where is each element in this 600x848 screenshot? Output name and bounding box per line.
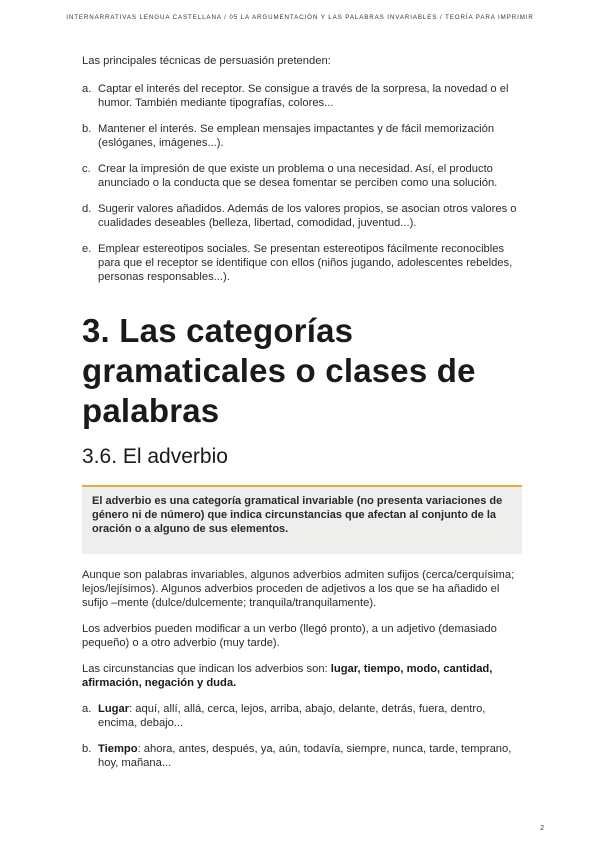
definition-box xyxy=(82,485,522,554)
list-item-text xyxy=(98,702,522,730)
adverb-type-examples: : aquí, allí, allá, cerca, lejos, arriba, abajo, delante, detrás, fuera, dentro, encima, debajo... xyxy=(98,703,486,729)
suffixes-paragraph: Aunque son palabras invariables, algunos adverbios admiten sufijos (cerca/cerquísima; lejos/lejísimos). Algunos adverbios proceden de adjetivos a los que se ha añadido el sufijo –mente (dulce/dulcemente; tranquila/tranquilamente). xyxy=(82,569,515,609)
adverb-type-term: Tiempo xyxy=(98,743,138,755)
list-item-text: Emplear estereotipos sociales. Se presentan estereotipos fácilmente reconocibles para que el receptor se identifique con ellos (niños jugando, adolescentes rebeldes, personas responsables...). xyxy=(98,243,513,283)
list-item xyxy=(82,162,522,190)
list-item-text: Crear la impresión de que existe un problema o una necesidad. Así, el producto anunciado o la conducta que se desea fomentar se perciben como una solución. xyxy=(98,163,498,189)
list-item xyxy=(82,202,522,230)
subsection-heading: 3.6. El adverbio xyxy=(82,445,228,468)
adverb-types-list xyxy=(82,702,522,770)
list-item xyxy=(82,122,522,150)
list-marker: a. xyxy=(82,83,92,95)
list-marker: b. xyxy=(82,123,92,135)
page-number: 2 xyxy=(540,825,544,832)
list-item xyxy=(82,742,522,770)
section-heading: 3. Las categorías gramaticales o clases de palabras xyxy=(82,312,476,429)
list-item-text: Sugerir valores añadidos. Además de los valores propios, se asocian otros valores o cualidades deseables (belleza, libertad, comodidad, juventud...). xyxy=(98,203,517,229)
modifiers-paragraph: Los adverbios pueden modificar a un verbo (llegó pronto), a un adjetivo (demasiado pequeño) o a otro adverbio (muy tarde). xyxy=(82,623,497,649)
list-marker: a. xyxy=(82,703,92,715)
definition-text: El adverbio es una categoría gramatical invariable (no presenta variaciones de género ni de número) que indica circunstancias que afectan al conjunto de la oración o a alguno de sus elementos. xyxy=(92,495,503,535)
intro-paragraph: Las principales técnicas de persuasión pretenden: xyxy=(82,55,331,67)
list-marker: e. xyxy=(82,243,92,255)
list-marker: c. xyxy=(82,163,91,175)
list-item-text: Captar el interés del receptor. Se consigue a través de la sorpresa, la novedad o el humor. También mediante tipografías, colores... xyxy=(98,83,509,109)
list-item xyxy=(82,82,522,110)
page-content xyxy=(82,54,522,782)
adverb-type-examples: : ahora, antes, después, ya, aún, todavía, siempre, nunca, tarde, temprano, hoy, mañana... xyxy=(98,743,512,769)
persuasion-techniques-list xyxy=(82,82,522,284)
adverb-type-term: Lugar xyxy=(98,703,130,715)
circumstances-list-bold: lugar, tiempo, modo, cantidad, afirmación, negación y duda. xyxy=(82,663,493,689)
list-item-text xyxy=(98,742,522,770)
list-item xyxy=(82,702,522,730)
running-header: INTERNARRATIVAS LENGUA CASTELLANA / 05 LA ARGUMENTACIÓN Y LAS PALABRAS INVARIABLES / TEORÍA PARA IMPRIMIR xyxy=(66,14,534,21)
list-item-text: Mantener el interés. Se emplean mensajes impactantes y de fácil memorización (eslóganes, imágenes...). xyxy=(98,123,495,149)
circumstances-intro: Las circunstancias que indican los adverbios son: xyxy=(82,663,331,675)
list-item xyxy=(82,242,522,284)
list-marker: d. xyxy=(82,203,92,215)
circumstances-paragraph xyxy=(82,662,522,690)
list-marker: b. xyxy=(82,743,92,755)
